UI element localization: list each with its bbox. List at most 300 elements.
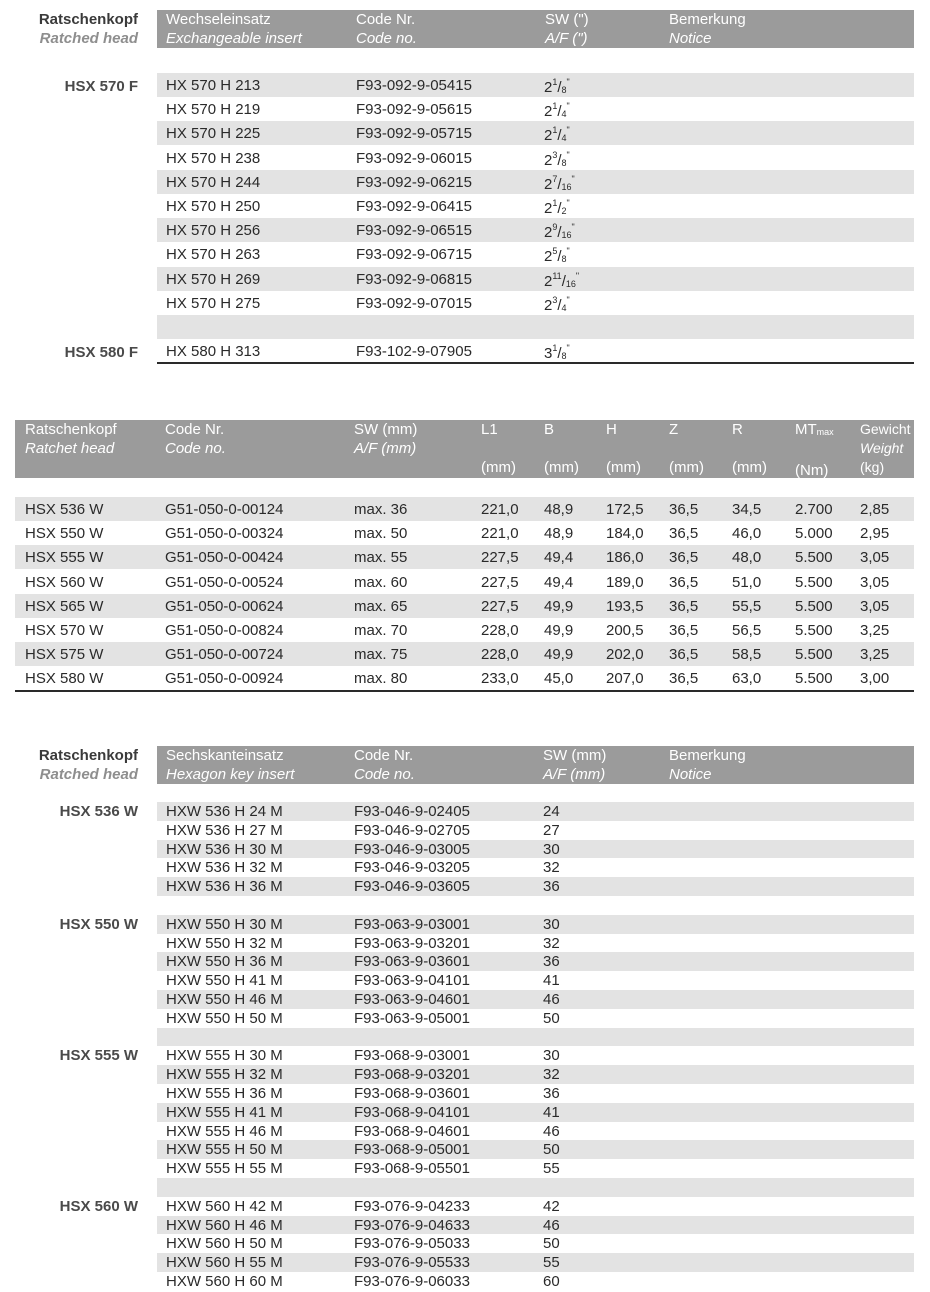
- code-cell: G51-050-0-00924: [165, 670, 284, 688]
- h-cell: 186,0: [606, 549, 644, 567]
- header-de: Code Nr.: [356, 11, 416, 28]
- code-cell: F93-068-9-03201: [354, 1066, 470, 1084]
- table2-header-l1: [481, 420, 516, 477]
- sw-inch-mark: ": [566, 125, 570, 136]
- sw-slash: /: [561, 272, 566, 290]
- table-row: [157, 121, 914, 145]
- header-en: Notice: [669, 766, 712, 783]
- mt-cell: 5.000: [795, 525, 833, 543]
- code-cell: F93-092-9-07015: [356, 294, 472, 312]
- sw-cell: [544, 222, 575, 241]
- header-de: Wechseleinsatz: [166, 11, 271, 28]
- insert-cell: HXW 550 H 32 M: [166, 934, 283, 952]
- code-cell: F93-046-9-03205: [354, 859, 470, 877]
- z-cell: 36,5: [669, 573, 699, 591]
- h-cell: 207,0: [606, 670, 644, 688]
- sw-numerator: 1: [552, 198, 558, 208]
- table1-bottom-rule: [157, 362, 914, 364]
- sw-slash: /: [557, 296, 562, 314]
- table-row: [157, 97, 914, 121]
- sw-numerator: 1: [552, 77, 558, 87]
- group-label: HSX 570 F: [64, 78, 138, 95]
- table-row: [157, 218, 914, 242]
- z-cell: 36,5: [669, 670, 699, 688]
- table3-side-title-en: Ratched head: [39, 766, 138, 783]
- table-row: [157, 1046, 914, 1065]
- table-row: [157, 170, 914, 194]
- insert-cell: HXW 560 H 55 M: [166, 1254, 283, 1272]
- insert-cell: HXW 536 H 24 M: [166, 803, 283, 820]
- table2-header-b: [544, 420, 579, 477]
- code-cell: F93-076-9-04233: [354, 1197, 470, 1215]
- insert-cell: HXW 550 H 46 M: [166, 991, 283, 1008]
- weight-cell: 3,25: [860, 646, 890, 664]
- sw-inch-mark: ": [571, 173, 575, 184]
- sw-whole: 2: [544, 224, 553, 242]
- header-en: Code no.: [354, 766, 415, 783]
- table3-side-title-de: Ratschenkopf: [38, 747, 138, 764]
- header-unit: (Nm): [795, 462, 829, 479]
- insert-cell: HX 570 H 238: [166, 149, 261, 167]
- l1-cell: 228,0: [481, 646, 519, 664]
- sw-cell: 24: [543, 803, 560, 820]
- code-cell: F93-076-9-04633: [354, 1216, 470, 1234]
- sw-numerator: 1: [552, 125, 558, 136]
- table-row: [157, 1065, 914, 1084]
- sw-cell: 36: [543, 953, 560, 971]
- insert-cell: HXW 550 H 41 M: [166, 972, 283, 990]
- header-en: Code no.: [356, 30, 417, 47]
- b-cell: 49,4: [544, 573, 574, 591]
- mt-cell: 5.500: [795, 646, 833, 664]
- sw-cell: 46: [543, 991, 560, 1008]
- sw-cell: 30: [543, 1047, 560, 1065]
- insert-cell: HXW 536 H 36 M: [166, 878, 283, 896]
- header-unit: (kg): [860, 459, 885, 475]
- sw-denominator: 16: [561, 181, 572, 192]
- header-de: Ratschenkopf: [25, 421, 117, 438]
- table-row: [157, 840, 914, 859]
- head-cell: HSX 565 W: [25, 597, 104, 615]
- header-en: Ratchet head: [25, 440, 115, 457]
- sw-cell: [544, 101, 570, 120]
- insert-cell: HXW 536 H 30 M: [166, 840, 283, 858]
- table-row: [15, 545, 914, 569]
- sw-inch-mark: ": [566, 77, 570, 87]
- sw-cell: [544, 271, 579, 290]
- head-cell: HSX 580 W: [25, 670, 104, 688]
- table1-header-insert: [166, 10, 302, 48]
- group-label: HSX 555 W: [59, 1047, 138, 1065]
- header-label: B: [544, 421, 555, 438]
- table3-header-insert: [166, 746, 294, 784]
- group-label: HSX 536 W: [59, 803, 138, 820]
- code-cell: G51-050-0-00124: [165, 501, 284, 518]
- table2-header-code: [165, 420, 226, 458]
- mt-cell: 5.500: [795, 549, 833, 567]
- table-row: [157, 990, 914, 1009]
- sw-cell: 41: [543, 972, 560, 990]
- table-row: [157, 291, 914, 315]
- table-row: [157, 934, 914, 953]
- sw-whole: 2: [544, 175, 553, 193]
- insert-cell: HXW 560 H 60 M: [166, 1273, 283, 1290]
- table-row: [157, 802, 914, 821]
- sw-inch-mark: ": [566, 198, 570, 208]
- header-unit: (mm): [481, 459, 516, 476]
- mt-cell: 2.700: [795, 501, 833, 518]
- sw-inch-mark: ": [566, 294, 570, 305]
- sw-cell: [544, 343, 570, 362]
- sw-inch-mark: ": [571, 222, 575, 233]
- h-cell: 189,0: [606, 573, 644, 591]
- sw-whole: 2: [544, 272, 553, 290]
- group-label: HSX 560 W: [59, 1197, 138, 1215]
- insert-cell: HX 570 H 213: [166, 77, 261, 94]
- code-cell: F93-063-9-05001: [354, 1009, 470, 1027]
- h-cell: 200,5: [606, 622, 644, 639]
- table-row: [157, 1216, 914, 1235]
- table1-side-title-en: Ratched head: [39, 30, 138, 47]
- code-cell: F93-076-9-05533: [354, 1254, 470, 1272]
- sw-slash: /: [557, 127, 562, 145]
- header-label: Z: [669, 421, 679, 438]
- spacer-row: [157, 1028, 914, 1047]
- sw-cell: max. 75: [354, 646, 408, 664]
- sw-cell: max. 36: [354, 501, 408, 518]
- b-cell: 49,9: [544, 622, 574, 639]
- b-cell: 45,0: [544, 670, 574, 688]
- header-de: SW ("): [545, 11, 589, 28]
- head-cell: HSX 555 W: [25, 549, 104, 567]
- sw-denominator: 8: [561, 254, 567, 265]
- insert-cell: HXW 555 H 30 M: [166, 1047, 283, 1065]
- code-cell: F93-068-9-05501: [354, 1160, 470, 1178]
- sw-whole: 2: [544, 200, 553, 217]
- sw-whole: 2: [544, 248, 553, 266]
- header-de: Code Nr.: [165, 421, 225, 438]
- sw-denominator: 4: [561, 302, 567, 313]
- sw-cell: 46: [543, 1216, 560, 1234]
- insert-cell: HXW 560 H 46 M: [166, 1216, 283, 1234]
- table-row: [15, 618, 914, 642]
- sw-cell: 50: [543, 1141, 560, 1159]
- code-cell: F93-092-9-05615: [356, 101, 472, 119]
- code-cell: G51-050-0-00424: [165, 549, 284, 567]
- code-cell: F93-068-9-03001: [354, 1047, 470, 1065]
- r-cell: 34,5: [732, 501, 762, 518]
- table2-header-sw: [354, 420, 417, 458]
- sw-slash: /: [557, 151, 562, 169]
- sw-whole: 2: [544, 103, 553, 121]
- code-cell: F93-092-9-06715: [356, 246, 472, 264]
- sw-cell: max. 60: [354, 573, 408, 591]
- sw-cell: 32: [543, 859, 560, 877]
- insert-cell: HXW 555 H 36 M: [166, 1085, 283, 1102]
- insert-cell: HX 570 H 250: [166, 198, 261, 215]
- sw-cell: 41: [543, 1103, 560, 1121]
- mt-cell: 5.500: [795, 597, 833, 615]
- z-cell: 36,5: [669, 549, 699, 567]
- insert-cell: HX 570 H 256: [166, 222, 261, 240]
- table-row: [157, 1103, 914, 1122]
- header-unit: (mm): [669, 459, 704, 476]
- table-row: [157, 1234, 914, 1253]
- r-cell: 55,5: [732, 597, 762, 615]
- table3-header-code: [354, 746, 415, 784]
- r-cell: 51,0: [732, 573, 762, 591]
- sw-slash: /: [557, 345, 562, 363]
- h-cell: 184,0: [606, 525, 644, 543]
- code-cell: F93-063-9-03201: [354, 934, 470, 952]
- sw-cell: 46: [543, 1122, 560, 1140]
- code-cell: F93-092-9-06215: [356, 173, 472, 191]
- table-row: [157, 1272, 914, 1291]
- code-cell: G51-050-0-00724: [165, 646, 284, 664]
- head-cell: HSX 536 W: [25, 501, 104, 518]
- group-label: HSX 550 W: [59, 915, 138, 933]
- l1-cell: 227,5: [481, 573, 519, 591]
- code-cell: F93-046-9-03605: [354, 878, 470, 896]
- header-de: Gewicht: [860, 421, 911, 437]
- sw-cell: [544, 125, 570, 144]
- table-row: [157, 877, 914, 896]
- sw-numerator: 7: [552, 173, 558, 184]
- table2-header-z: [669, 420, 704, 477]
- h-cell: 202,0: [606, 646, 644, 664]
- header-en: A/F (mm): [543, 766, 606, 783]
- insert-cell: HX 570 H 263: [166, 246, 261, 264]
- table1-header-sw: [545, 10, 589, 48]
- sw-denominator: 4: [561, 133, 567, 144]
- header-en: A/F ("): [545, 30, 588, 47]
- mt-cell: 5.500: [795, 573, 833, 591]
- insert-cell: HXW 550 H 36 M: [166, 953, 283, 971]
- weight-cell: 3,25: [860, 622, 890, 639]
- header-de: Bemerkung: [669, 11, 746, 28]
- table-row: [157, 1197, 914, 1216]
- sw-inch-mark: ": [566, 149, 570, 160]
- header-en: Weight: [860, 440, 904, 456]
- header-en: Exchangeable insert: [166, 30, 302, 47]
- sw-inch-mark: ": [566, 246, 570, 257]
- insert-cell: HXW 536 H 32 M: [166, 859, 283, 877]
- l1-cell: 221,0: [481, 501, 519, 518]
- l1-cell: 221,0: [481, 525, 519, 543]
- sw-whole: 3: [544, 345, 553, 363]
- table3-header-sw: [543, 746, 606, 784]
- sw-slash: /: [557, 79, 562, 96]
- code-cell: F93-068-9-04601: [354, 1122, 470, 1140]
- sw-cell: 50: [543, 1235, 560, 1253]
- table-row: [157, 1084, 914, 1103]
- table-row: [15, 594, 914, 618]
- table2-header-head: [25, 420, 117, 458]
- sw-inch-mark: ": [575, 270, 580, 281]
- weight-cell: 3,00: [860, 670, 890, 688]
- sw-whole: 2: [544, 79, 553, 96]
- sw-numerator: 3: [552, 149, 558, 160]
- table1-header-notice: [669, 10, 746, 48]
- header-label: R: [732, 421, 743, 438]
- insert-cell: HXW 555 H 32 M: [166, 1066, 283, 1084]
- sw-cell: 60: [543, 1273, 560, 1290]
- table2-header-h: [606, 420, 641, 477]
- code-cell: F93-068-9-03601: [354, 1085, 470, 1102]
- insert-cell: HX 570 H 219: [166, 101, 261, 119]
- sw-denominator: 16: [561, 230, 572, 241]
- insert-cell: HXW 536 H 27 M: [166, 821, 283, 839]
- table1-header-code: [356, 10, 417, 48]
- sw-slash: /: [557, 200, 562, 217]
- header-en: Notice: [669, 30, 712, 47]
- sw-cell: [544, 77, 570, 96]
- sw-denominator: 2: [561, 206, 567, 216]
- table-row: [157, 821, 914, 840]
- r-cell: 58,5: [732, 646, 762, 664]
- mt-sub: max: [816, 427, 834, 437]
- sw-slash: /: [557, 175, 562, 193]
- sw-cell: max. 80: [354, 670, 408, 688]
- header-unit: (mm): [544, 459, 579, 476]
- code-cell: G51-050-0-00524: [165, 573, 284, 591]
- sw-denominator: 4: [561, 109, 567, 120]
- sw-whole: 2: [544, 127, 553, 145]
- table-row: [15, 570, 914, 594]
- weight-cell: 3,05: [860, 573, 890, 591]
- code-cell: F93-092-9-06515: [356, 222, 472, 240]
- sw-cell: 30: [543, 915, 560, 933]
- sw-whole: 2: [544, 151, 553, 169]
- table3-header-notice: [669, 746, 746, 784]
- sw-cell: [544, 198, 570, 217]
- sw-cell: max. 55: [354, 549, 408, 567]
- sw-slash: /: [557, 224, 562, 242]
- sw-cell: [544, 150, 570, 169]
- l1-cell: 227,5: [481, 597, 519, 615]
- sw-cell: max. 65: [354, 597, 408, 615]
- code-cell: F93-092-9-06815: [356, 270, 472, 288]
- l1-cell: 233,0: [481, 670, 519, 688]
- table2-header-mt: [795, 420, 834, 480]
- insert-cell: HX 570 H 225: [166, 125, 261, 143]
- code-cell: F93-063-9-03601: [354, 953, 470, 971]
- insert-cell: HXW 555 H 50 M: [166, 1141, 283, 1159]
- sw-cell: [544, 174, 575, 193]
- table1-side-title-de: Ratschenkopf: [38, 11, 138, 28]
- spacer-row: [157, 1178, 914, 1197]
- sw-slash: /: [557, 248, 562, 266]
- z-cell: 36,5: [669, 622, 699, 639]
- table1-side-title: [0, 10, 138, 48]
- l1-cell: 228,0: [481, 622, 519, 639]
- code-cell: F93-046-9-02405: [354, 803, 470, 820]
- sw-numerator: 1: [552, 343, 558, 354]
- sw-denominator: 16: [565, 278, 576, 289]
- z-cell: 36,5: [669, 597, 699, 615]
- table-row: [15, 521, 914, 545]
- sw-cell: 32: [543, 934, 560, 952]
- insert-cell: HXW 555 H 46 M: [166, 1122, 283, 1140]
- b-cell: 49,9: [544, 646, 574, 664]
- sw-cell: 36: [543, 878, 560, 896]
- head-cell: HSX 570 W: [25, 622, 104, 639]
- header-unit: (mm): [732, 459, 767, 476]
- table-row: [157, 267, 914, 291]
- code-cell: F93-092-9-06415: [356, 198, 472, 215]
- code-cell: G51-050-0-00824: [165, 622, 284, 639]
- sw-whole: 2: [544, 296, 553, 314]
- sw-numerator: 1: [552, 101, 558, 112]
- b-cell: 48,9: [544, 501, 574, 518]
- header-de: Sechskanteinsatz: [166, 747, 284, 764]
- r-cell: 46,0: [732, 525, 762, 543]
- table-row: [157, 73, 914, 97]
- sw-cell: 30: [543, 840, 560, 858]
- sw-cell: 55: [543, 1160, 560, 1178]
- table-row: [157, 1140, 914, 1159]
- code-cell: F93-102-9-07905: [356, 343, 472, 361]
- sw-numerator: 5: [552, 246, 558, 257]
- head-cell: HSX 575 W: [25, 646, 104, 664]
- table-row: [157, 242, 914, 266]
- code-cell: F93-068-9-04101: [354, 1103, 470, 1121]
- table2-header-r: [732, 420, 767, 477]
- insert-cell: HX 570 H 244: [166, 173, 261, 191]
- group-label: HSX 580 F: [64, 344, 138, 362]
- header-en: A/F (mm): [354, 440, 417, 457]
- sw-cell: 42: [543, 1197, 560, 1215]
- table-row: [157, 971, 914, 990]
- sw-numerator: 9: [552, 222, 558, 233]
- sw-denominator: 8: [561, 85, 567, 95]
- code-cell: F93-092-9-05415: [356, 77, 472, 94]
- code-cell: F93-063-9-04601: [354, 991, 470, 1008]
- sw-inch-mark: ": [566, 343, 570, 354]
- r-cell: 48,0: [732, 549, 762, 567]
- z-cell: 36,5: [669, 501, 699, 518]
- sw-cell: [544, 246, 570, 265]
- table-row: [157, 146, 914, 170]
- code-cell: F93-076-9-06033: [354, 1273, 470, 1290]
- head-cell: HSX 550 W: [25, 525, 104, 543]
- table-row: [157, 1159, 914, 1178]
- weight-cell: 2,95: [860, 525, 890, 543]
- code-cell: G51-050-0-00624: [165, 597, 284, 615]
- header-de: SW (mm): [354, 421, 418, 438]
- sw-slash: /: [557, 103, 562, 121]
- h-cell: 172,5: [606, 501, 644, 518]
- table-row: [157, 194, 914, 218]
- header-en: Code no.: [165, 440, 226, 457]
- table-row: [15, 666, 914, 690]
- z-cell: 36,5: [669, 525, 699, 543]
- l1-cell: 227,5: [481, 549, 519, 567]
- mt-cell: 5.500: [795, 622, 833, 639]
- weight-cell: 3,05: [860, 549, 890, 567]
- table-row: [15, 642, 914, 666]
- code-cell: F93-046-9-03005: [354, 840, 470, 858]
- b-cell: 49,9: [544, 597, 574, 615]
- sw-numerator: 11: [552, 270, 562, 281]
- z-cell: 36,5: [669, 646, 699, 664]
- sw-cell: 27: [543, 821, 560, 839]
- header-en: Hexagon key insert: [166, 766, 295, 783]
- mt-label: MT: [795, 421, 817, 438]
- table2-bottom-rule: [15, 690, 914, 692]
- b-cell: 48,9: [544, 525, 574, 543]
- table2-header-bar: [15, 420, 914, 478]
